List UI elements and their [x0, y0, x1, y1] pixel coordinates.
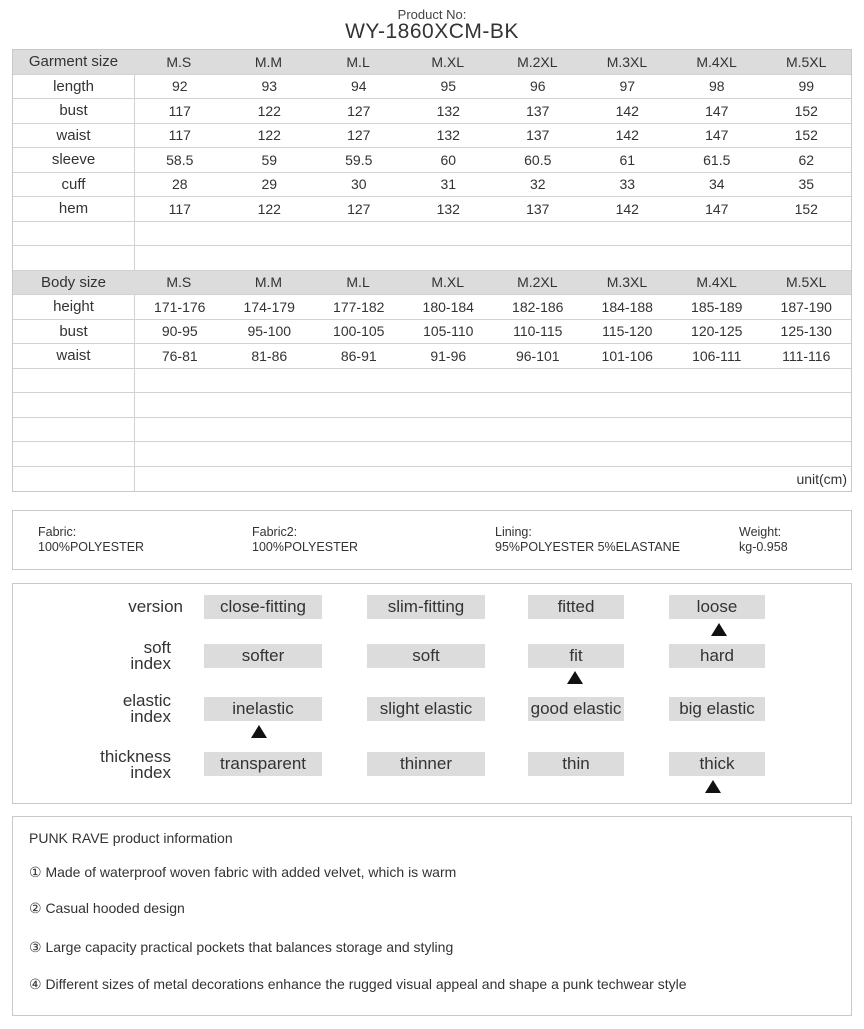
lining-label: Lining:: [495, 525, 532, 539]
selected-marker-icon: [711, 623, 727, 636]
empty-cell: [13, 222, 135, 246]
attr-label-soft-index: soft index: [130, 638, 171, 673]
table-row: [13, 148, 851, 173]
info-line: ④ Different sizes of metal decorations enhance the rugged visual appeal and shape a punk techwear style: [29, 976, 687, 992]
table-cell: 93: [261, 78, 278, 95]
empty-cell: [13, 418, 135, 442]
row-label: bust: [13, 320, 135, 344]
attributes-box: [12, 583, 852, 804]
table-cell: 180-184: [422, 298, 474, 315]
option-slight-elastic: slight elastic: [367, 697, 485, 721]
empty-cell: [135, 369, 851, 393]
table-cell: 187-190: [780, 298, 832, 315]
row-label: sleeve: [13, 148, 135, 172]
option-fit: fit: [528, 644, 624, 668]
fabric-box: [12, 510, 852, 570]
table-cell: 127: [347, 200, 371, 217]
table-cell: 106-111: [692, 347, 742, 364]
size-header: M.L: [346, 274, 370, 291]
empty-cell: [13, 442, 135, 466]
table-cell: 61.5: [703, 151, 731, 168]
empty-cell: [135, 418, 851, 442]
table-cell: 95-100: [247, 323, 292, 340]
empty-row: [13, 442, 851, 467]
attr-label-thickness-index: thickness index: [100, 747, 171, 782]
empty-cell: [135, 393, 851, 417]
selected-marker-icon: [705, 780, 721, 793]
size-header: M.M: [254, 53, 283, 70]
table-cell: 174-179: [243, 298, 295, 315]
table-cell: 132: [436, 127, 460, 144]
table-cell: 122: [257, 200, 281, 217]
table-cell: 147: [705, 200, 729, 217]
size-header: M.2XL: [517, 274, 558, 291]
size-header: M.XL: [431, 274, 465, 291]
lining-item: [495, 525, 680, 555]
option-big-elastic: big elastic: [669, 697, 765, 721]
table-row: [13, 344, 851, 369]
body-header-row: [13, 271, 851, 296]
table-cell: 115-120: [602, 323, 653, 340]
option-loose: loose: [669, 595, 765, 619]
fabric2-label: Fabric2:: [252, 525, 298, 539]
table-cell: 91-96: [430, 347, 467, 364]
table-cell: 96: [529, 78, 546, 95]
fabric-item: [38, 525, 144, 555]
table-cell: 33: [619, 176, 636, 193]
garment-header-row: [13, 50, 851, 75]
table-cell: 147: [705, 127, 729, 144]
size-header: M.XL: [431, 53, 465, 70]
unit-row: [13, 467, 851, 492]
table-cell: 95: [440, 78, 457, 95]
table-row: [13, 320, 851, 345]
empty-row: [13, 246, 851, 271]
row-label: hem: [13, 197, 135, 221]
weight-item: [739, 525, 788, 555]
attr-label-elastic-index: elastic index: [122, 691, 171, 726]
row-label: length: [13, 75, 135, 99]
table-cell: 137: [526, 200, 550, 217]
empty-cell: [13, 246, 135, 270]
table-cell: 125-130: [780, 323, 832, 340]
table-cell: 100-105: [333, 323, 385, 340]
empty-row: [13, 393, 851, 418]
size-header: M.L: [346, 53, 370, 70]
table-cell: 127: [347, 127, 371, 144]
table-cell: 182-186: [512, 298, 564, 315]
table-row: [13, 173, 851, 198]
table-cell: 81-86: [251, 347, 288, 364]
size-header: M.M: [254, 274, 283, 291]
option-inelastic: inelastic: [204, 697, 322, 721]
table-cell: 90-95: [161, 323, 198, 340]
table-row: [13, 295, 851, 320]
table-cell: 152: [794, 200, 818, 217]
table-cell: 184-188: [601, 298, 653, 315]
table-cell: 92: [171, 78, 188, 95]
option-transparent: transparent: [204, 752, 322, 776]
option-thin: thin: [528, 752, 624, 776]
info-title: PUNK RAVE product information: [29, 830, 233, 846]
table-cell: 120-125: [691, 323, 743, 340]
body-size-title: Body size: [40, 273, 107, 291]
option-soft: soft: [367, 644, 485, 668]
empty-row: [13, 222, 851, 247]
table-cell: 28: [171, 176, 188, 193]
table-cell: 142: [615, 102, 639, 119]
table-row: [13, 124, 851, 149]
row-label: bust: [13, 99, 135, 123]
table-cell: 152: [794, 127, 818, 144]
table-cell: 117: [168, 200, 191, 217]
info-line: ③ Large capacity practical pockets that balances storage and styling: [29, 939, 454, 955]
table-cell: 171-176: [154, 298, 206, 315]
lining-value: 95%POLYESTER 5%ELASTANE: [495, 540, 681, 554]
info-line: ① Made of waterproof woven fabric with added velvet, which is warm: [29, 864, 457, 880]
table-cell: 60.5: [524, 151, 552, 168]
size-header: M.5XL: [785, 274, 827, 291]
row-label: waist: [13, 344, 135, 368]
option-slim-fitting: slim-fitting: [367, 595, 485, 619]
table-cell: 58.5: [166, 151, 194, 168]
table-cell: 86-91: [340, 347, 377, 364]
selected-marker-icon: [567, 671, 583, 684]
table-cell: 185-189: [691, 298, 743, 315]
table-cell: 110-115: [513, 323, 563, 340]
option-thick: thick: [669, 752, 765, 776]
table-cell: 142: [615, 127, 639, 144]
option-softer: softer: [204, 644, 322, 668]
weight-value: kg-0.958: [739, 540, 788, 554]
table-cell: 98: [708, 78, 725, 95]
product-code: WY-1860XCM-BK: [345, 20, 519, 43]
unit-label: unit(cm): [796, 470, 847, 487]
table-cell: 60: [440, 151, 457, 168]
size-header: M.3XL: [606, 53, 648, 70]
table-row: [13, 99, 851, 124]
empty-cell: [13, 369, 135, 393]
table-row: [13, 197, 851, 222]
empty-cell: [135, 246, 851, 270]
table-cell: 59: [261, 151, 278, 168]
table-cell: 122: [257, 127, 281, 144]
product-info-box: [12, 816, 852, 1016]
table-cell: 137: [526, 127, 550, 144]
size-header: M.2XL: [517, 53, 558, 70]
option-good-elastic: good elastic: [528, 697, 624, 721]
empty-cell: [13, 393, 135, 417]
table-cell: 147: [705, 102, 729, 119]
table-cell: 132: [436, 102, 460, 119]
table-cell: 99: [798, 78, 815, 95]
row-label: height: [13, 295, 135, 319]
table-cell: 29: [261, 176, 278, 193]
table-cell: 97: [619, 78, 636, 95]
size-table: [12, 49, 852, 492]
table-cell: 137: [526, 102, 550, 119]
table-cell: 32: [529, 176, 546, 193]
table-cell: 59.5: [345, 151, 373, 168]
attr-label-version: version: [128, 597, 183, 616]
table-cell: 117: [168, 127, 191, 144]
table-cell: 61: [619, 151, 636, 168]
fabric2-value: 100%POLYESTER: [252, 540, 359, 554]
option-thinner: thinner: [367, 752, 485, 776]
size-header: M.S: [166, 53, 192, 70]
empty-cell: [135, 222, 851, 246]
info-line: ② Casual hooded design: [29, 900, 185, 916]
fabric-value: 100%POLYESTER: [38, 540, 145, 554]
selected-marker-icon: [251, 725, 267, 738]
table-cell: 152: [794, 102, 818, 119]
option-fitted: fitted: [528, 595, 624, 619]
empty-cell: [13, 467, 135, 492]
option-close-fitting: close-fitting: [204, 595, 322, 619]
table-cell: 132: [436, 200, 460, 217]
table-cell: 34: [708, 176, 725, 193]
table-cell: 76-81: [161, 347, 198, 364]
fabric-label: Fabric:: [38, 525, 77, 539]
product-number-label: Product No:: [397, 7, 467, 22]
size-header: M.4XL: [696, 53, 737, 70]
row-label: cuff: [13, 173, 135, 197]
table-cell: 96-101: [515, 347, 560, 364]
table-cell: 35: [798, 176, 815, 193]
size-header: M.5XL: [785, 53, 827, 70]
size-header: M.4XL: [696, 274, 737, 291]
table-cell: 30: [350, 176, 367, 193]
row-label: waist: [13, 124, 135, 148]
table-cell: 31: [440, 176, 457, 193]
weight-label: Weight:: [739, 525, 782, 539]
empty-row: [13, 418, 851, 443]
size-header: M.3XL: [606, 274, 648, 291]
table-cell: 105-110: [423, 323, 474, 340]
empty-row: [13, 369, 851, 394]
table-cell: 111-116: [782, 347, 831, 364]
table-cell: 127: [347, 102, 371, 119]
table-cell: 94: [350, 78, 367, 95]
table-cell: 101-106: [601, 347, 653, 364]
option-hard: hard: [669, 644, 765, 668]
table-cell: 177-182: [333, 298, 385, 315]
table-cell: 122: [257, 102, 281, 119]
table-cell: 62: [798, 151, 815, 168]
table-cell: 142: [615, 200, 639, 217]
size-header: M.S: [166, 274, 192, 291]
empty-cell: [135, 442, 851, 466]
table-row: [13, 75, 851, 100]
fabric2-item: [252, 525, 358, 555]
garment-size-title: Garment size: [28, 53, 119, 71]
table-cell: 117: [168, 102, 191, 119]
